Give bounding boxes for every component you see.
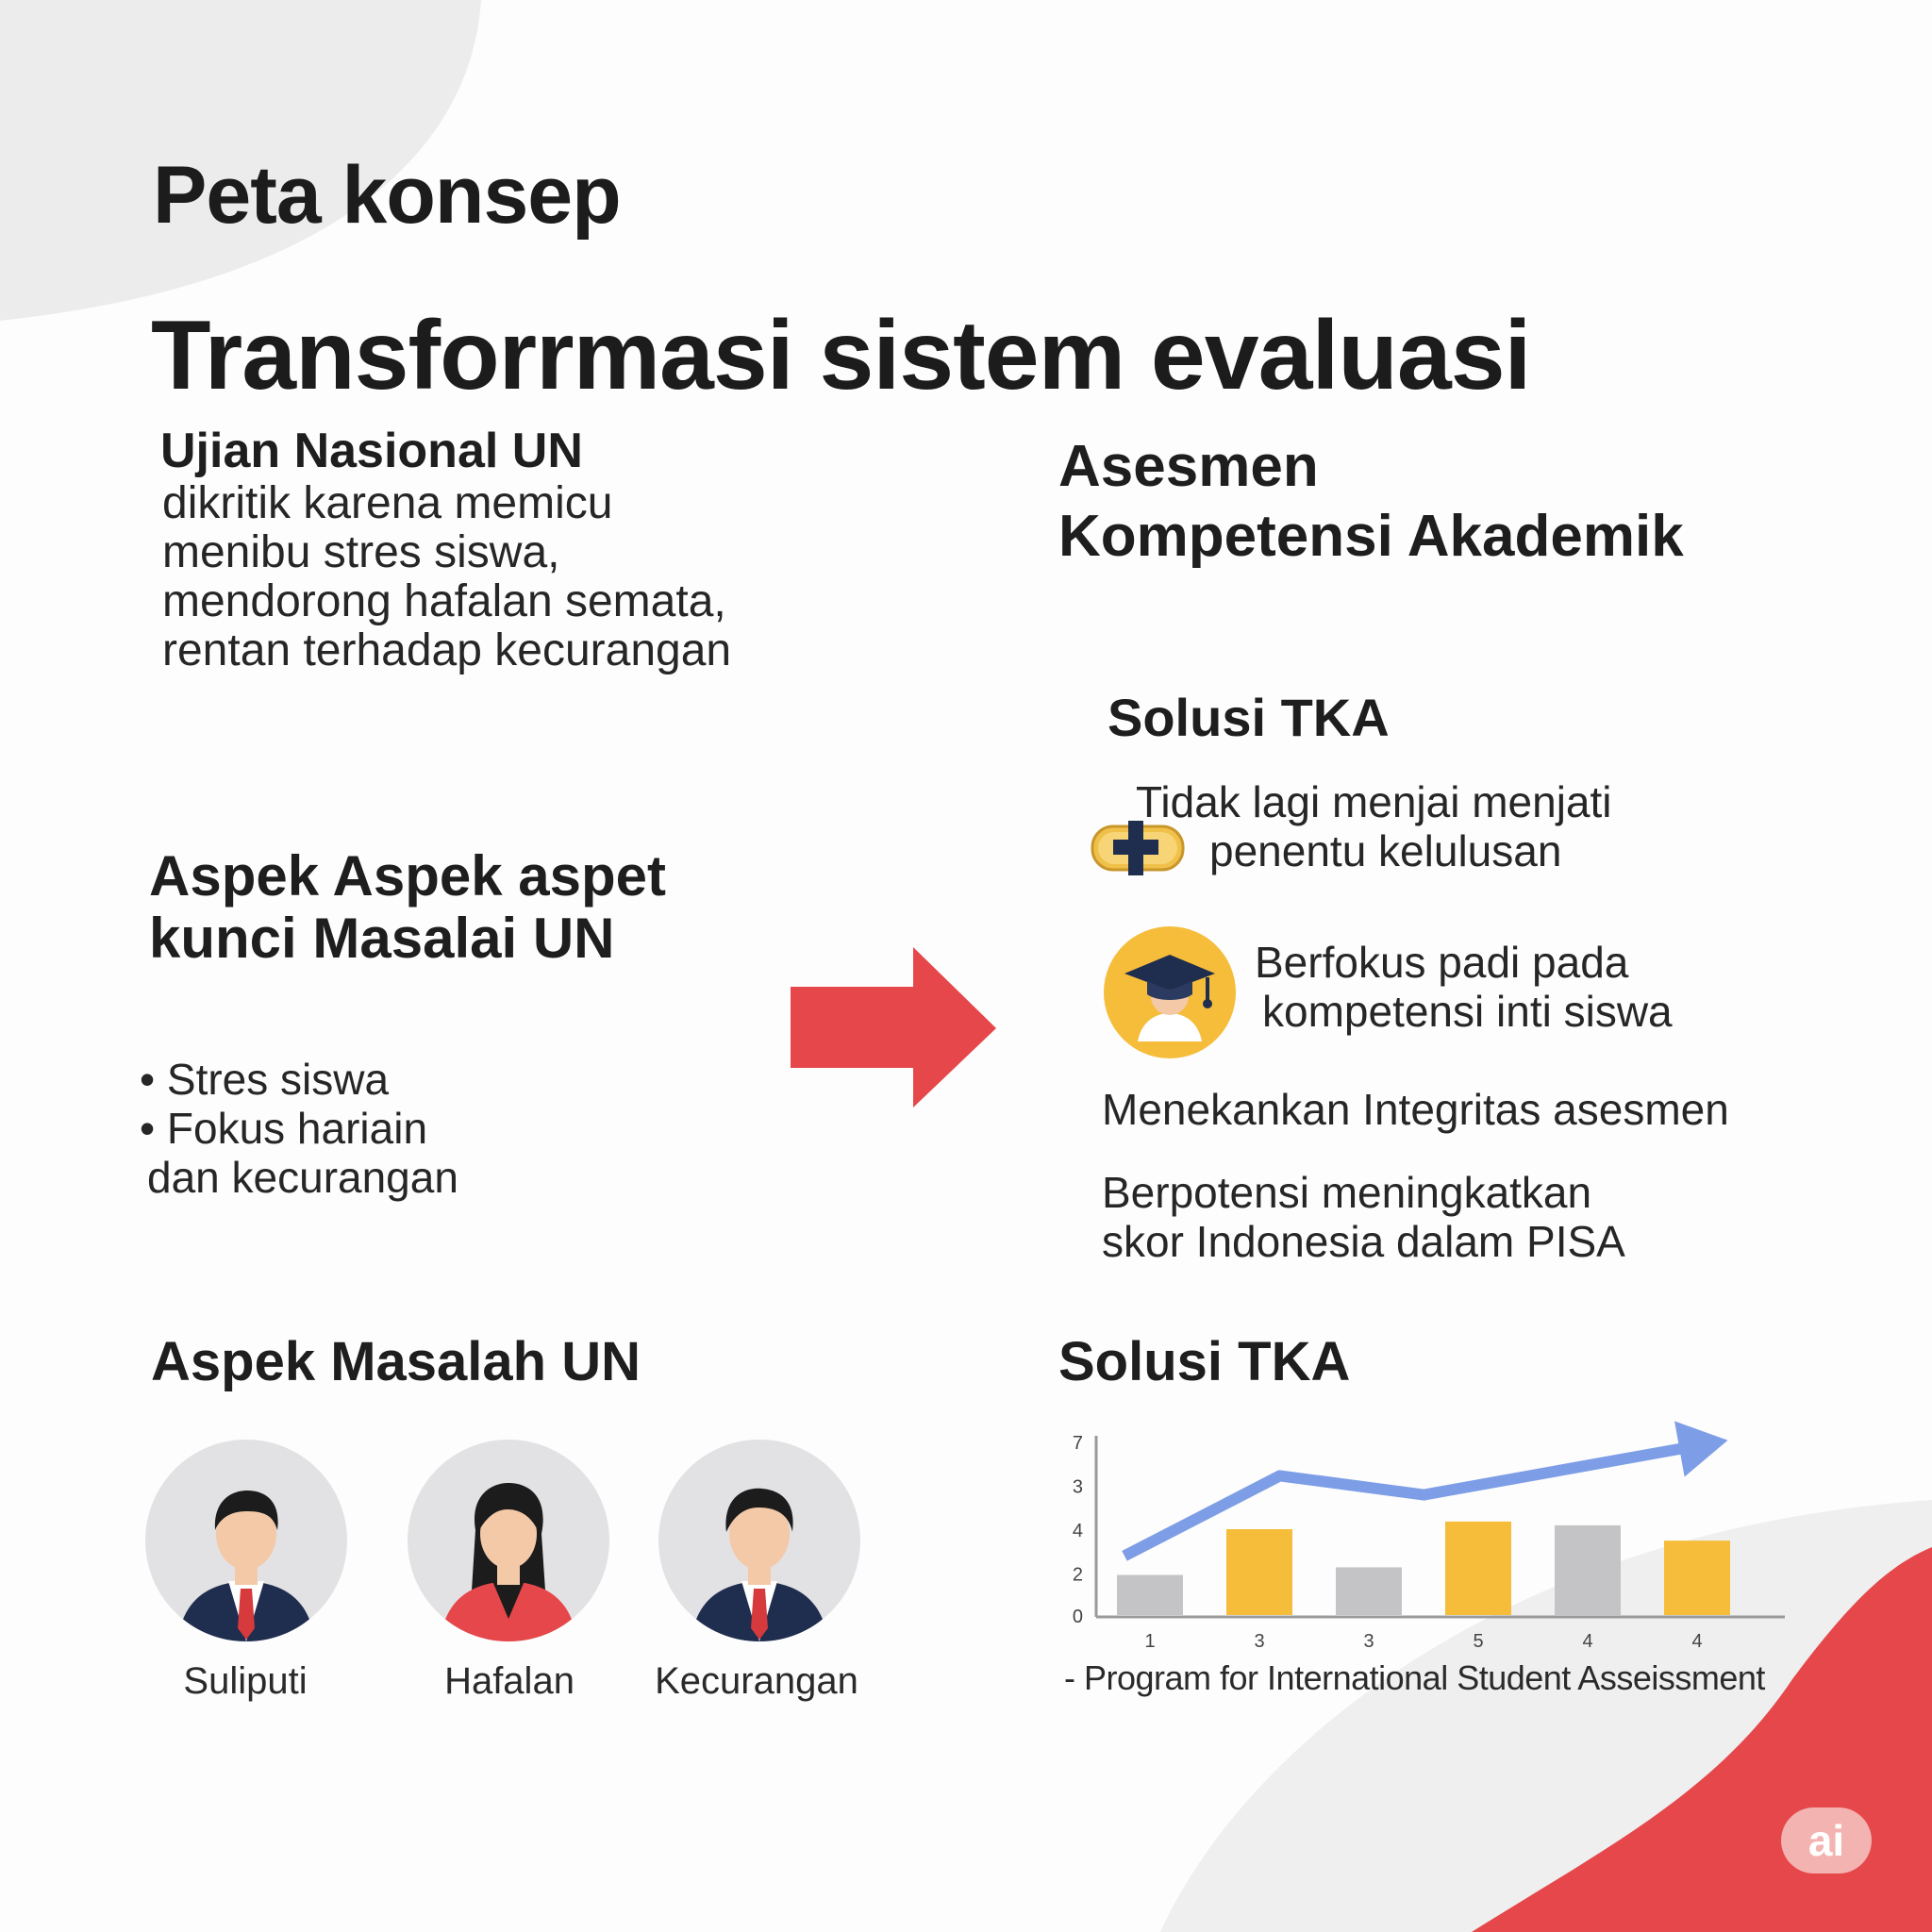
bullet-item: • Stres siswa xyxy=(140,1055,458,1104)
right-arrow-icon xyxy=(791,947,998,1112)
businessman-icon xyxy=(658,1440,860,1641)
chart-bar xyxy=(1336,1567,1402,1615)
chart-bar xyxy=(1117,1575,1183,1615)
aspek-kunci-line: Aspek Aspek aspet xyxy=(149,844,667,908)
solusi-item-text: kompetensi inti siswa xyxy=(1262,987,1673,1036)
solusi-item-text: skor Indonesia dalam PISA xyxy=(1102,1217,1625,1266)
y-tick-label: 7 xyxy=(1072,1433,1083,1454)
un-desc-line: rentan terhadap kecurangan xyxy=(162,625,732,675)
businessman-icon xyxy=(145,1440,347,1641)
chart-bar xyxy=(1226,1529,1292,1615)
bullet-continuation: dan kecurangan xyxy=(147,1153,458,1202)
un-desc-line: mendorong hafalan semata, xyxy=(162,576,726,626)
concept-map-label: Peta konsep xyxy=(153,150,621,241)
chart-bar xyxy=(1555,1525,1621,1615)
avatar-label: Kecurangan xyxy=(655,1660,858,1702)
x-tick-label: 1 xyxy=(1144,1631,1156,1652)
aka-title-line: Kompetensi Akademik xyxy=(1058,504,1684,569)
solusi-item-2 xyxy=(1255,938,1745,1036)
chart-bar xyxy=(1445,1522,1511,1615)
aka-title-line: Asesmen xyxy=(1058,434,1319,499)
y-tick-label: 0 xyxy=(1072,1607,1083,1627)
x-tick-label: 4 xyxy=(1582,1631,1593,1652)
aspek-kunci-line: kunci Masalai UN xyxy=(149,907,615,970)
solusi-item-text: Berfokus padi pada xyxy=(1255,938,1629,987)
trend-arrowhead xyxy=(1674,1421,1727,1476)
solusi-tka-chart-heading: Solusi TKA xyxy=(1058,1331,1351,1392)
aspek-kunci-heading xyxy=(149,845,753,970)
chart-caption: - Program for International Student Asseissment xyxy=(1064,1658,1765,1697)
x-tick-label: 3 xyxy=(1363,1631,1374,1652)
y-tick-label: 4 xyxy=(1072,1521,1083,1541)
solusi-item-text: Menekankan Integritas asesmen xyxy=(1102,1085,1729,1134)
ai-badge: ai xyxy=(1781,1807,1872,1874)
avatar-label: Hafalan xyxy=(444,1660,575,1702)
avatar-label: Suliputi xyxy=(183,1660,308,1702)
page-title: Transforrmasi sistem evaluasi xyxy=(151,301,1531,410)
chart-bar xyxy=(1664,1541,1730,1615)
solusi-item-text: penentu kelulusan xyxy=(1209,826,1562,875)
solusi-item-1 xyxy=(1136,777,1740,875)
y-tick-label: 3 xyxy=(1072,1476,1083,1498)
solusi-item-text: Berpotensi meningkatkan xyxy=(1102,1168,1592,1217)
un-desc-line: dikritik karena memicu xyxy=(162,478,613,528)
x-tick-label: 3 xyxy=(1254,1631,1265,1652)
solusi-item-3 xyxy=(1102,1085,1819,1134)
x-tick-label: 5 xyxy=(1473,1631,1484,1652)
graduation-cap-icon xyxy=(1104,926,1236,1063)
solusi-tka-heading: Solusi TKA xyxy=(1108,688,1390,747)
y-tick-label: 2 xyxy=(1072,1564,1083,1586)
pisa-bar-chart xyxy=(1057,1377,1811,1660)
un-title: Ujian Nasional UN xyxy=(160,424,583,478)
solusi-item-text: Tidak lagi menjai menjati xyxy=(1136,777,1612,826)
aka-title xyxy=(1058,432,1775,572)
aspek-kunci-bullets xyxy=(140,1055,458,1202)
businesswoman-icon xyxy=(408,1440,609,1641)
solusi-item-4 xyxy=(1102,1168,1762,1266)
x-tick-label: 4 xyxy=(1691,1631,1703,1652)
un-description xyxy=(162,479,823,675)
un-desc-line: menibu stres siswa, xyxy=(162,527,560,577)
aspek-masalah-heading: Aspek Masalah UN xyxy=(151,1331,641,1392)
bullet-item: • Fokus hariain xyxy=(140,1104,458,1153)
